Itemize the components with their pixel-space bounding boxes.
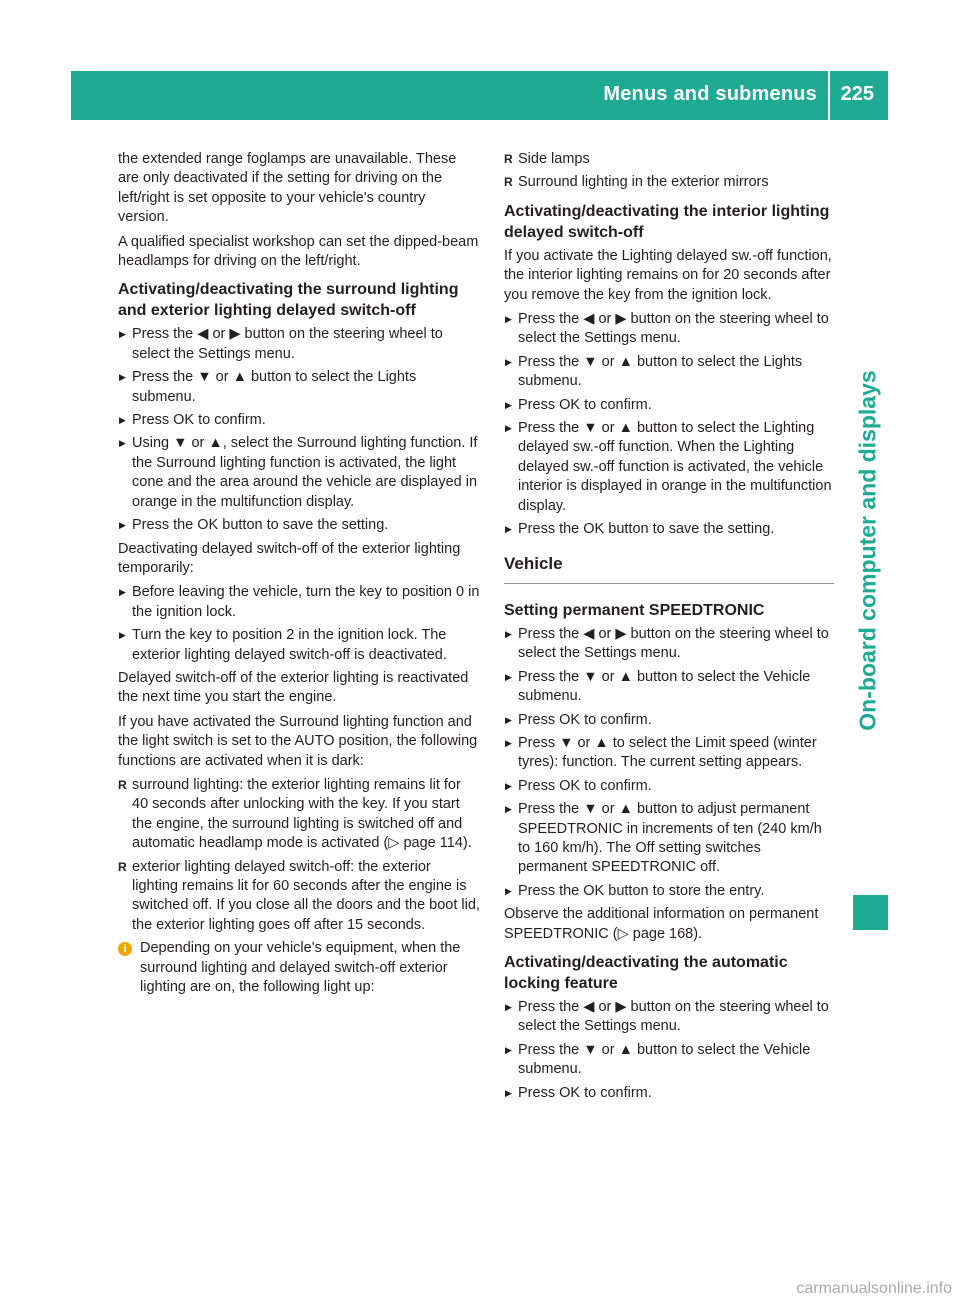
instruction-step: ▶ Press OK to confirm. bbox=[504, 777, 834, 796]
chapter-heading: Vehicle bbox=[504, 554, 834, 584]
chapter-label: On-board computer and displays bbox=[854, 370, 881, 731]
chapter-tab bbox=[853, 232, 883, 872]
instruction-step: ▶ Using ▼ or ▲, select the Surround lighting function. If the Surround lighting function is activated, the light cone and the area around the vehicle are displayed in orange in the multifunction display. bbox=[118, 434, 480, 512]
section-heading: Activating/deactivating the automatic locking feature bbox=[504, 954, 788, 992]
bullet-item: R Side lamps bbox=[504, 150, 834, 169]
section-title: Menus and submenus bbox=[603, 83, 817, 105]
instruction-step: ▶ Press OK to confirm. bbox=[504, 711, 834, 730]
instruction-step: ▶ Press the ▼ or ▲ button to select the Lighting delayed sw.-off function. When the Lighting delayed sw.-off function is activated, the vehicle interior is displayed in orange in the multifunction display. bbox=[504, 419, 834, 516]
instruction-step: ▶ Press the ▼ or ▲ button to select the Lights submenu. bbox=[504, 353, 834, 392]
info-text: Depending on your vehicle's equipment, when the surround lighting and delayed switch-off exterior lighting are on, the following light up: bbox=[140, 940, 461, 996]
instruction-step: ▶ Press the OK button to save the setting. bbox=[118, 516, 480, 535]
instruction-step: ▶ Press ▼ or ▲ to select the Limit speed (winter tyres): function. The current setting appears. bbox=[504, 734, 834, 773]
page-number: 225 bbox=[840, 83, 874, 105]
instruction-step: ▶ Press OK to confirm. bbox=[504, 1084, 834, 1103]
instruction-step: ▶ Press the ▼ or ▲ button to select the Lights submenu. bbox=[118, 368, 480, 407]
paragraph: the extended range foglamps are unavailable. These are only deactivated if the setting for driving on the left/right is set opposite to your vehicle's country version. bbox=[118, 151, 457, 226]
section-heading: Activating/deactivating the interior lighting delayed switch-off bbox=[504, 202, 830, 241]
paragraph: If you activate the Lighting delayed sw.-off function, the interior lighting remains on for 20 seconds after you remove the key from the ignition lock. bbox=[504, 247, 832, 303]
instruction-step: ▶ Press the ◀ or ▶ button on the steering wheel to select the Settings menu. bbox=[504, 310, 834, 349]
instruction-step: ▶ Before leaving the vehicle, turn the key to position 0 in the ignition lock. bbox=[118, 583, 480, 622]
instruction-step: ▶ Press the ◀ or ▶ button on the steering wheel to select the Settings menu. bbox=[504, 625, 834, 664]
watermark: carmanualsonline.info bbox=[796, 1280, 952, 1297]
paragraph: If you have activated the Surround lighting function and the light switch is set to the AUTO position, the following functions are activated when it is dark: bbox=[118, 713, 478, 769]
instruction-step: ▶ Press OK to confirm. bbox=[118, 411, 480, 430]
instruction-step: ▶ Press the OK button to save the setting. bbox=[504, 520, 834, 539]
instruction-step: ▶ Turn the key to position 2 in the ignition lock. The exterior lighting delayed switch-off is deactivated. bbox=[118, 626, 480, 665]
bullet-item: R exterior lighting delayed switch-off: the exterior lighting remains lit for 60 seconds after the engine is switched off. If you close all the doors and the boot lid, the exterior lighting goes off after 15 seconds. bbox=[118, 858, 480, 936]
section-heading: Setting permanent SPEEDTRONIC bbox=[504, 601, 765, 619]
paragraph: Delayed switch-off of the exterior lighting is reactivated the next time you start the engine. bbox=[118, 669, 469, 706]
instruction-step: ▶ Press the ▼ or ▲ button to select the Vehicle submenu. bbox=[504, 668, 834, 707]
left-column bbox=[118, 150, 480, 1002]
paragraph: Deactivating delayed switch-off of the exterior lighting temporarily: bbox=[118, 540, 461, 576]
bullet-item: R surround lighting: the exterior lighting remains lit for 40 seconds after unlocking with the key. If you start the engine, the surround lighting is switched off and automatic headlamp mode is activated (▷ page 114). bbox=[118, 776, 480, 854]
instruction-step: ▶ Press the ▼ or ▲ button to adjust permanent SPEEDTRONIC in increments of ten (240 km/h to 160 km/h). The Off setting switches permanent SPEEDTRONIC off. bbox=[504, 800, 834, 878]
page-header bbox=[71, 71, 888, 120]
chapter-marker bbox=[853, 895, 888, 930]
info-icon: i bbox=[118, 942, 132, 956]
instruction-step: ▶ Press the ◀ or ▶ button on the steering wheel to select the Settings menu. bbox=[504, 998, 834, 1037]
instruction-step: ▶ Press the ▼ or ▲ button to select the Vehicle submenu. bbox=[504, 1041, 834, 1080]
instruction-step: ▶ Press OK to confirm. bbox=[504, 396, 834, 415]
paragraph: Observe the additional information on permanent SPEEDTRONIC (▷ page 168). bbox=[504, 906, 819, 942]
info-note bbox=[118, 939, 480, 997]
instruction-step: ▶ Press the ◀ or ▶ button on the steering wheel to select the Settings menu. bbox=[118, 325, 480, 364]
right-column bbox=[504, 150, 834, 1107]
bullet-item: R Surround lighting in the exterior mirrors bbox=[504, 173, 834, 192]
header-divider bbox=[828, 71, 830, 120]
paragraph: A qualified specialist workshop can set the dipped-beam headlamps for driving on the left/right. bbox=[118, 233, 479, 270]
section-heading: Activating/deactivating the surround lighting and exterior lighting delayed switch-off bbox=[118, 281, 459, 320]
instruction-step: ▶ Press the OK button to store the entry. bbox=[504, 882, 834, 901]
